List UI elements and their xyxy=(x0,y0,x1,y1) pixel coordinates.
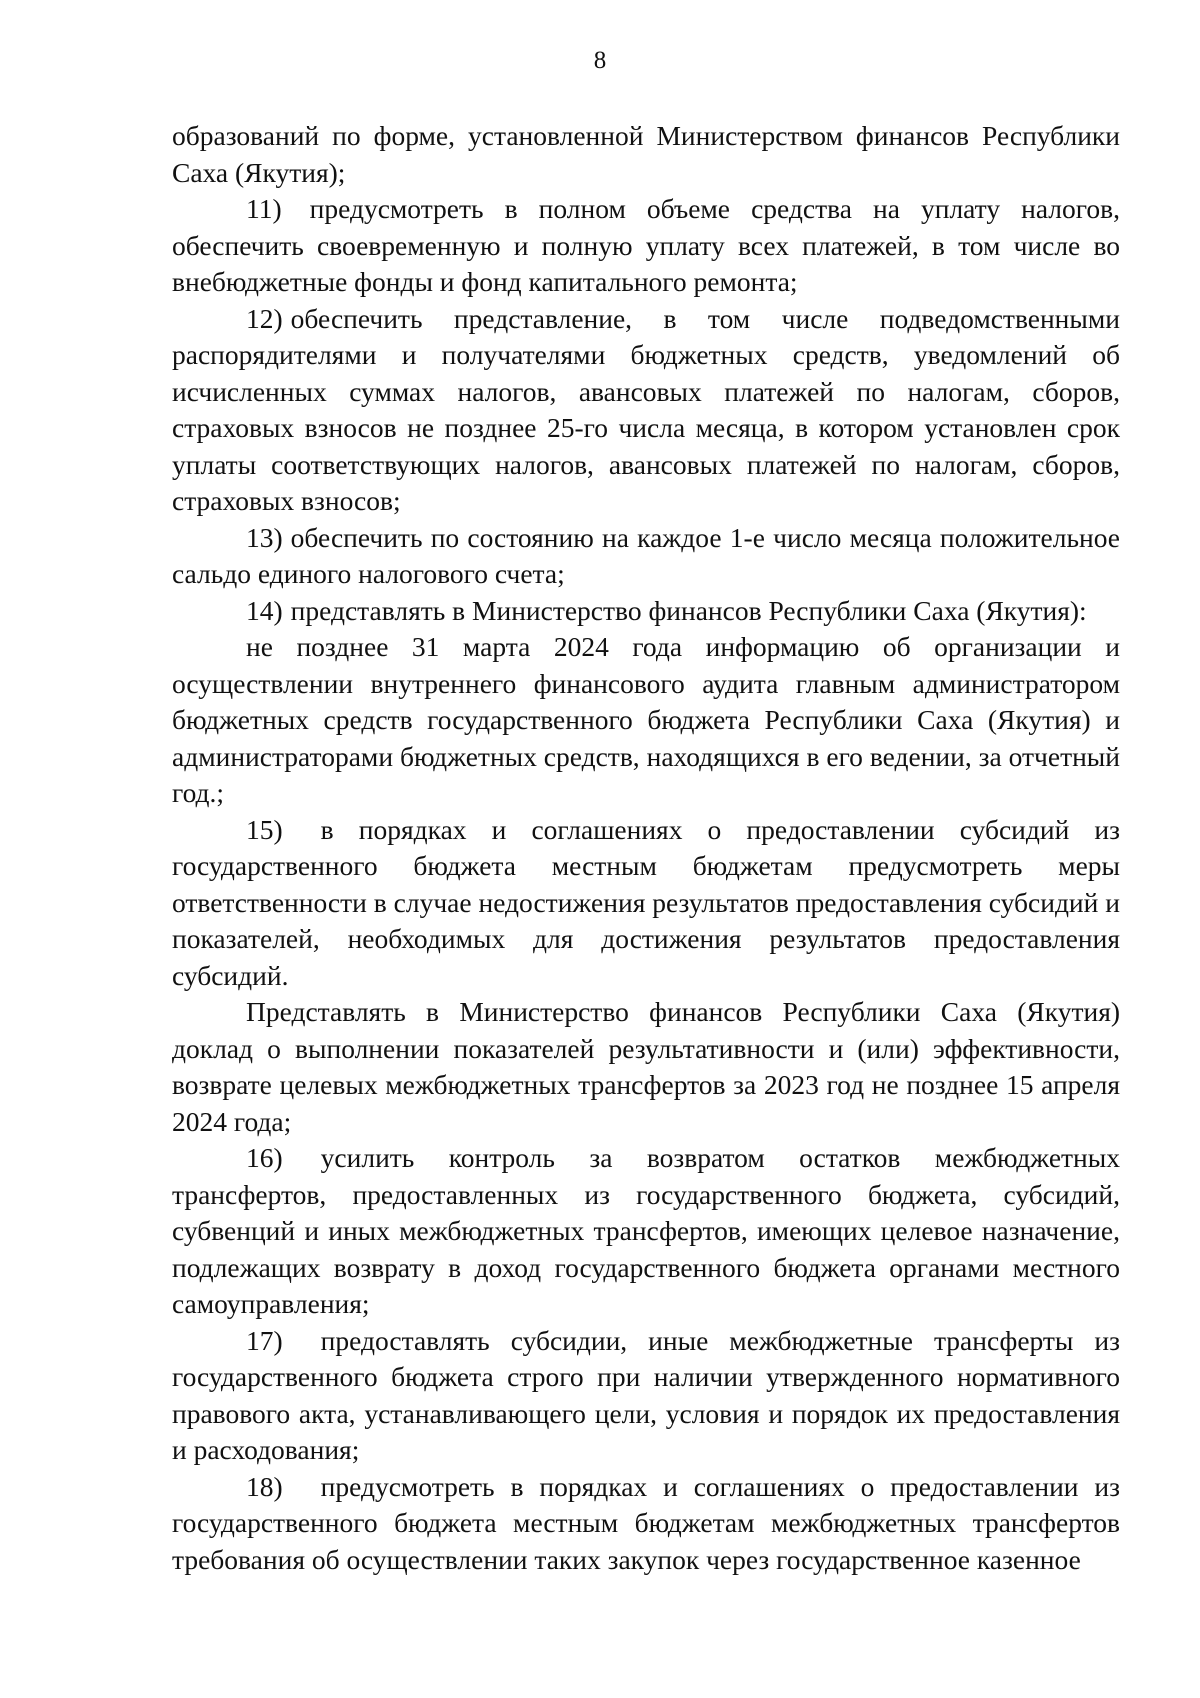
paragraph-text: обеспечить по состоянию на каждое 1-е число месяца положительное сальдо единого налогового счета; xyxy=(172,521,1120,589)
list-item-15 xyxy=(172,812,1120,995)
paragraph-text: обеспечить представление, в том числе подведомственными распорядителями и получателями бюджетных средств, уведомлений об исчисленных суммах налогов, авансовых платежей по налогам, сборов, страховых взносов не позднее 25-го числа месяца, в котором установлен срок уплаты соответствующих налогов, авансовых платежей по налогам, сборов, страховых взносов; xyxy=(172,302,1120,516)
item-number: 17) xyxy=(246,1324,283,1356)
item-number: 16) xyxy=(246,1142,283,1173)
paragraph-text: в порядках и соглашениях о предоставлении субсидий из государственного бюджета местным бюджетам предусмотреть меры ответственности в случае недостижения результатов предоставления субсидий и показателей, необходимых для достижения результатов предоставления субсидий. xyxy=(172,813,1120,991)
list-item-18 xyxy=(172,1469,1120,1579)
paragraph-text: предусмотреть в полном объеме средства на уплату налогов, обеспечить своевременную и полную уплату всех платежей, в том числе во внебюджетные фонды и фонд капитального ремонта; xyxy=(172,193,1120,297)
paragraph-text: Представлять в Министерство финансов Республики Саха (Якутия) доклад о выполнении показателей результативности и (или) эффективности, возврате целевых межбюджетных трансфертов за 2023 год не позднее 15 апреля 2024 года; xyxy=(172,996,1120,1137)
list-item-13 xyxy=(172,520,1120,593)
document-body xyxy=(172,118,1120,1578)
paragraph-text: представлять в Министерство финансов Республики Саха (Якутия): xyxy=(290,594,1087,626)
item-number: 15) xyxy=(246,813,283,845)
item-number: 14) xyxy=(246,594,283,626)
paragraph-text: предоставлять субсидии, иные межбюджетные трансферты из государственного бюджета строго при наличии утвержденного нормативного правового акта, устанавливающего цели, условия и порядок их предоставления и расходования; xyxy=(172,1324,1120,1465)
item-number: 13) xyxy=(246,521,283,553)
item-number: 18) xyxy=(246,1470,283,1502)
item-number: 12) xyxy=(246,302,283,334)
page-number: 8 xyxy=(593,47,607,74)
paragraph-text: не позднее 31 марта 2024 года информацию об организации и осуществлении внутреннего финансового аудита главным администратором бюджетных средств государственного бюджета Республики Саха (Якутия) и администраторами бюджетных средств, находящихся в его ведении, за отчетный год.; xyxy=(172,631,1120,808)
paragraph-continuation xyxy=(172,118,1120,191)
paragraph-text: предусмотреть в порядках и соглашениях о предоставлении из государственного бюджета местным бюджетам межбюджетных трансфертов требования об осуществлении таких закупок через государственное казенное xyxy=(172,1470,1120,1575)
list-item-17 xyxy=(172,1323,1120,1469)
paragraph-report xyxy=(172,994,1120,1140)
list-item-14 xyxy=(172,593,1120,630)
list-item-12 xyxy=(172,301,1120,520)
paragraph-14-detail xyxy=(172,629,1120,812)
list-item-11 xyxy=(172,191,1120,301)
item-number: 11) xyxy=(246,193,282,224)
paragraph-text: образований по форме, установленной Министерством финансов Республики Саха (Якутия); xyxy=(172,120,1120,188)
paragraph-text: усилить контроль за возвратом остатков межбюджетных трансфертов, предоставленных из государственного бюджета, субсидий, субвенций и иных межбюджетных трансфертов, имеющих целевое назначение, подлежащих возврату в доход государственного бюджета органами местного самоуправления; xyxy=(172,1142,1120,1319)
list-item-16 xyxy=(172,1140,1120,1323)
